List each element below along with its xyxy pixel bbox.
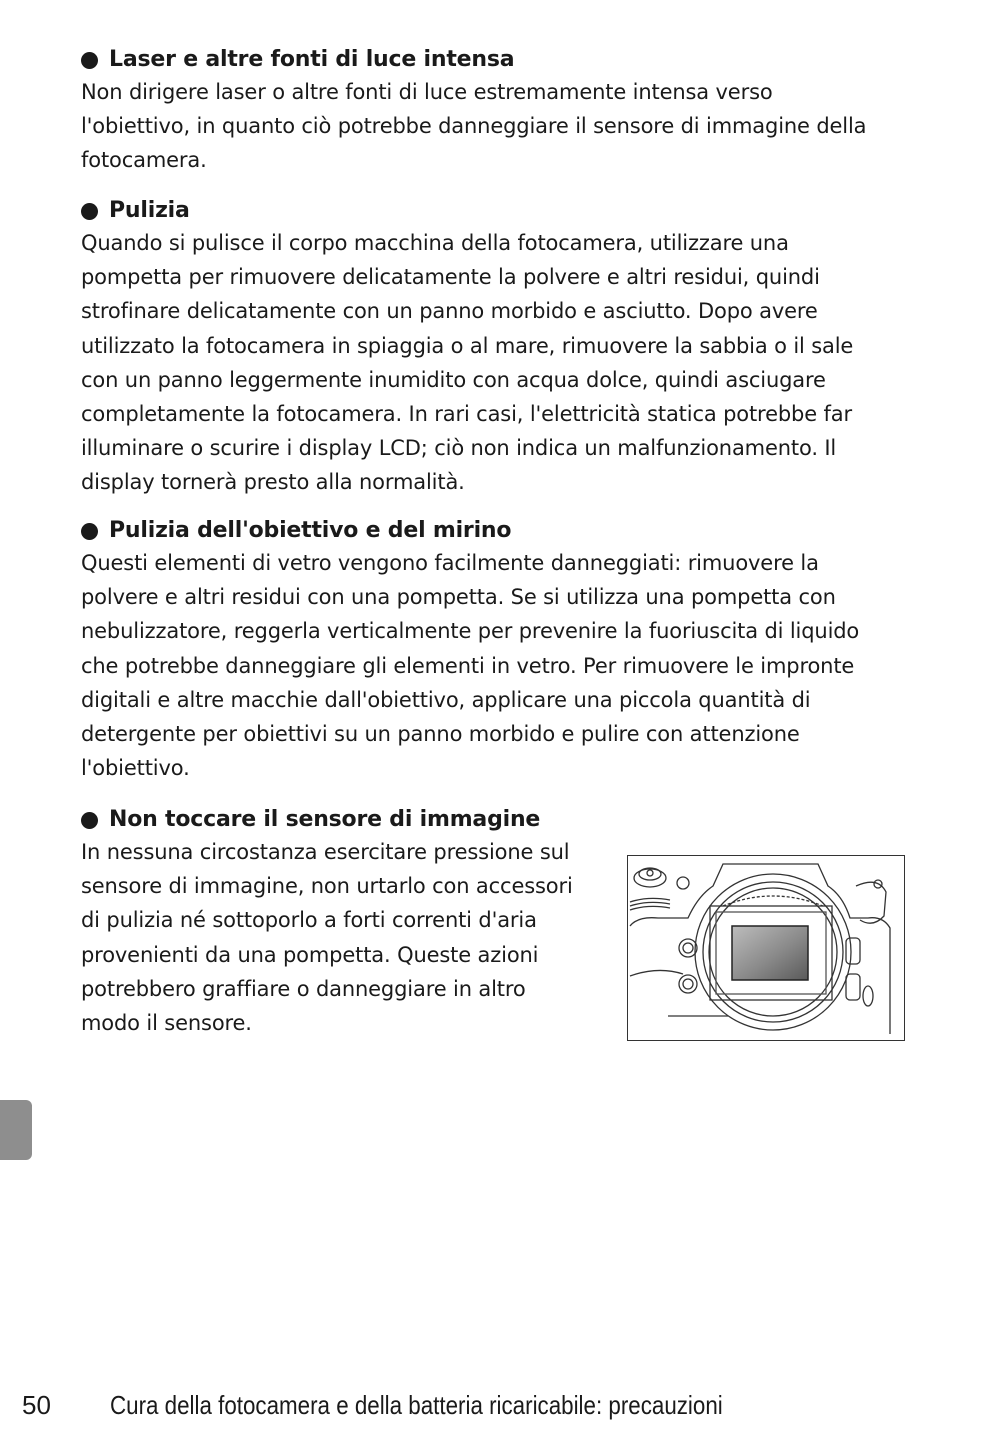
body-line: In nessuna circostanza esercitare pressione sul bbox=[81, 840, 570, 864]
body-line: Questi elementi di vetro vengono facilmente danneggiati: rimuovere la bbox=[81, 551, 819, 575]
body-line: sensore di immagine, non urtarlo con accessori bbox=[81, 874, 573, 899]
body-line: di pulizia né sottoporlo a forti correnti d'aria bbox=[81, 908, 537, 933]
section-laser bbox=[81, 45, 916, 178]
camera-body-icon bbox=[628, 856, 903, 1039]
body-line: digitali e altre macchie dall'obiettivo, applicare una piccola quantità di bbox=[81, 687, 811, 712]
section-pulizia bbox=[81, 196, 916, 500]
body-line: completamente la fotocamera. In rari casi, l'elettricità statica potrebbe far bbox=[81, 402, 852, 427]
bullet-icon bbox=[81, 812, 98, 829]
bullet-icon bbox=[81, 523, 98, 540]
body-line: modo il sensore. bbox=[81, 1011, 252, 1036]
section-heading bbox=[81, 45, 916, 75]
body-line: fotocamera. bbox=[81, 148, 207, 173]
heading-text: Laser e altre fonti di luce intensa bbox=[109, 47, 515, 72]
body-line: provenienti da una pompetta. Queste azioni bbox=[81, 942, 539, 967]
heading-text: Non toccare il sensore di immagine bbox=[109, 807, 541, 832]
camera-sensor-illustration bbox=[627, 855, 905, 1041]
section-pulizia-obiettivo bbox=[81, 516, 916, 785]
heading-text: Pulizia bbox=[109, 198, 190, 223]
body-line: polvere e altri residui con una pompetta. Se si utilizza una pompetta con bbox=[81, 585, 836, 610]
body-line: pompetta per rimuovere delicatamente la polvere e altri residui, quindi bbox=[81, 265, 820, 290]
footer-title: Cura della fotocamera e della batteria ricaricabile: precauzioni bbox=[110, 1390, 723, 1420]
section-heading bbox=[81, 196, 916, 226]
bullet-icon bbox=[81, 52, 98, 69]
body-line: detergente per obiettivi su un panno morbido e pulire con attenzione bbox=[81, 722, 800, 747]
body-line: Non dirigere laser o altre fonti di luce estremamente intensa verso bbox=[81, 80, 773, 104]
body-line: l'obiettivo. bbox=[81, 756, 190, 781]
body-line: nebulizzatore, reggerla verticalmente per prevenire la fuoriuscita di liquido bbox=[81, 619, 860, 644]
section-sensore bbox=[81, 805, 611, 1040]
body-line: illuminare o scurire i display LCD; ciò non indica un malfunzionamento. Il bbox=[81, 436, 837, 461]
body-line: utilizzato la fotocamera in spiaggia o al mare, rimuovere la sabbia o il sale bbox=[81, 333, 854, 358]
body-line: che potrebbe danneggiare gli elementi in vetro. Per rimuovere le impronte bbox=[81, 653, 855, 678]
body-line: strofinare delicatamente con un panno morbido e asciutto. Dopo avere bbox=[81, 299, 818, 324]
bullet-icon bbox=[81, 203, 98, 220]
body-line: Quando si pulisce il corpo macchina della fotocamera, utilizzare una bbox=[81, 231, 789, 255]
heading-text: Pulizia dell'obiettivo e del mirino bbox=[109, 518, 512, 543]
body-line: display tornerà presto alla normalità. bbox=[81, 470, 465, 495]
page-footer bbox=[0, 1385, 1000, 1425]
chapter-thumb-tab bbox=[0, 1100, 32, 1160]
section-heading bbox=[81, 516, 916, 546]
image-sensor bbox=[732, 926, 808, 980]
body-line: l'obiettivo, in quanto ciò potrebbe danneggiare il sensore di immagine della bbox=[81, 114, 867, 139]
body-line: con un panno leggermente inumidito con acqua dolce, quindi asciugare bbox=[81, 367, 826, 392]
body-line: potrebbero graffiare o danneggiare in altro bbox=[81, 976, 526, 1001]
page-number: 50 bbox=[22, 1390, 51, 1420]
section-heading bbox=[81, 805, 611, 835]
